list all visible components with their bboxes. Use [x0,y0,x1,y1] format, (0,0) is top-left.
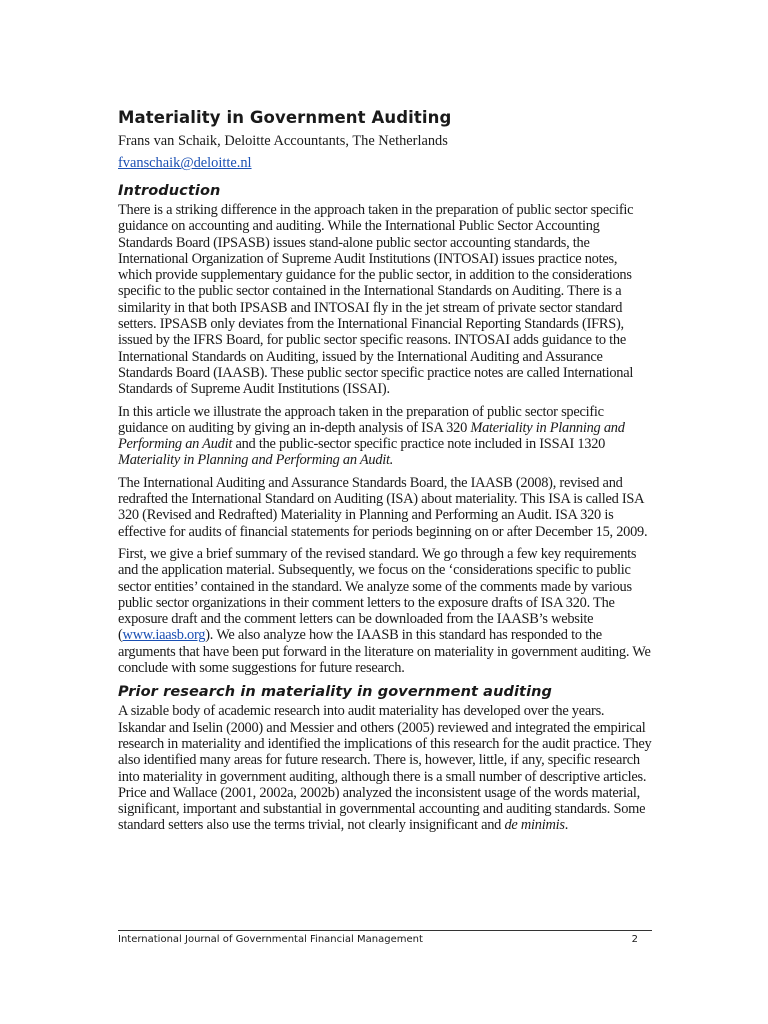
section-heading-introduction: Introduction [118,183,221,199]
author-line: Frans van Schaik, Deloitte Accountants, The Netherlands [118,133,448,149]
page-number: 2 [631,934,638,945]
text-run: and the public-sector specific practice note included in ISSAI 1320 [232,436,606,453]
author-email [118,153,652,173]
text-run: A sizable body of academic research into audit materiality has developed over the years. Iskandar and Iselin (2000) and Messier and others (2005) reviewed and integrated the empirical research in materiality and identified the implications of this research for the audit practice. They also identified many areas for future research. There is, however, little, if any, specific research into materiality in government auditing, although there is a small number of descriptive articles. Price and Wallace (2001, 2002a, 2002b) analyzed the inconsistent usage of the words material, significant, important and substantial in governmental accounting and auditing standards. Some standard setters also use the terms trivial, not clearly insignificant and [118,703,652,834]
article-body [118,108,652,840]
intro-paragraph-3: The International Auditing and Assurance Standards Board, the IAASB (2008), revised and redrafted the International Standard on Auditing (ISA) about materiality. This ISA is called ISA 320 (Revised and Redrafted) Materiality in Planning and Performing an Audit. ISA 320 is effective for audits of financial statements for periods beginning on or after December 15, 2009. [118,474,648,540]
text-run: . [564,817,569,834]
article-title: Materiality in Government Auditing [118,108,452,127]
page-footer [118,930,652,945]
iaasb-link[interactable]: www.iaasb.org [122,627,206,644]
italic-title-run: Materiality in Planning and Performing an Audit [118,419,625,453]
intro-paragraph-2 [118,404,652,469]
prior-research-paragraph-1 [118,703,652,833]
text-run: In this article we illustrate the approach taken in the preparation of public sector specific guidance on auditing by giving an in-depth analysis of ISA 320 [118,403,604,436]
section-heading-prior-research: Prior research in materiality in government auditing [118,684,553,701]
italic-title-run: Materiality in Planning and Performing an Audit. [118,452,394,469]
intro-paragraph-1: There is a striking difference in the approach taken in the preparation of public sector specific guidance on accounting and auditing. While the International Public Sector Accounting Standards Board (IPSASB) issues stand-alone public sector accounting standards, the International Organization of Supreme Audit Institutions (INTOSAI) issues practice notes, which provide supplementary guidance for the public sector, in addition to the considerations specific to the public sector contained in the International Standards on Auditing. There is a similarity in that both IPSASB and INTOSAI fly in the jet stream of private sector standard setters. IPSASB only deviates from the International Financial Reporting Standards (IFRS), issued by the IFRS Board, for public sector specific reasons. INTOSAI adds guidance to the International Standards on Auditing, issued by the International Auditing and Assurance Standards Board (IAASB). These public sector specific practice notes are called International Standards of Supreme Audit Institutions (ISSAI). [118,202,634,398]
text-run: ). We also analyze how the IAASB in this standard has responded to the arguments that have been put forward in the literature on materiality in government auditing. We conclude with some suggestions for future research. [118,627,651,677]
email-link[interactable]: fvanschaik@deloitte.nl [118,155,252,171]
intro-paragraph-4 [118,546,652,676]
text-run: First, we give a brief summary of the revised standard. We go through a few key requirements and the application material. Subsequently, we focus on the ‘considerations specific to public sector entities’ contained in the standard. We analyze some of the comments made by various public sector organizations in their comment letters to the exposure drafts of ISA 320. The exposure draft and the comment letters can be downloaded from the IAASB’s website ( [118,545,637,644]
italic-term: de minimis [504,817,565,834]
footer-journal-name: International Journal of Governmental Financial Management [118,934,423,945]
